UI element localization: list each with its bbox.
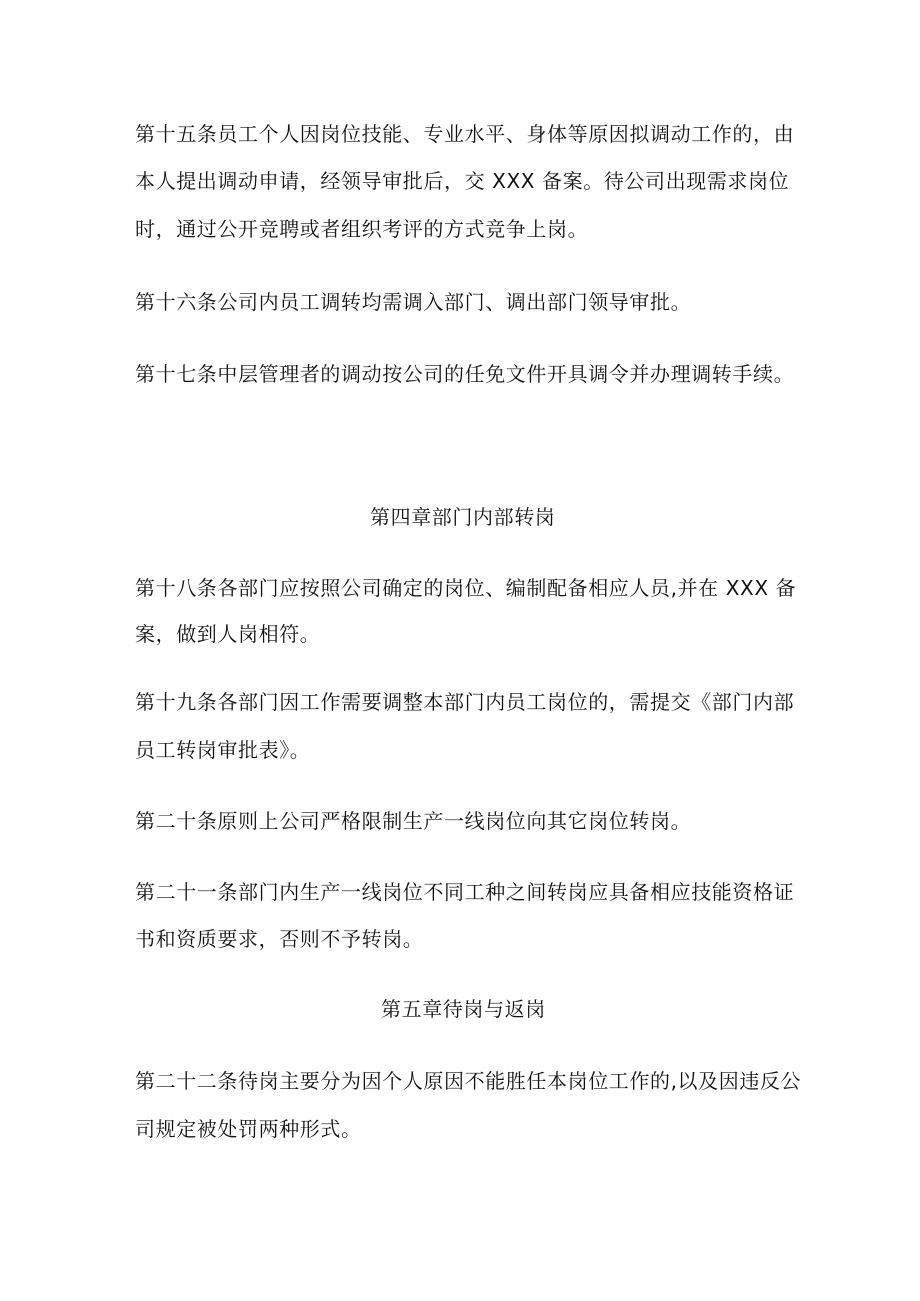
article-18-line-2: 案，做到人岗相符。	[135, 622, 321, 646]
article-19-line-2: 员工转岗审批表》。	[135, 738, 311, 762]
article-21-line-2: 书和资质要求，否则不予转岗。	[135, 927, 424, 951]
article-15-line-1: 第十五条员工个人因岗位技能、专业水平、身体等原因拟调动工作的，由	[135, 122, 795, 146]
chapter-4-heading: 第四章部门内部转岗	[370, 505, 556, 529]
article-17-line-1: 第十七条中层管理者的调动按公司的任免文件开具调令并办理调转手续。	[135, 362, 795, 386]
article-18-line-1: 第十八条各部门应按照公司确定的岗位、编制配备相应人员,并在 XXX 备	[135, 576, 797, 600]
article-15-line-2: 本人提出调动申请，经领导审批后，交 XXX 备案。待公司出现需求岗位	[135, 169, 790, 193]
article-22-line-2: 司规定被处罚两种形式。	[135, 1117, 362, 1141]
article-15-line-3: 时，通过公开竞聘或者组织考评的方式竞争上岗。	[135, 217, 589, 241]
chapter-5-heading: 第五章待岗与返岗	[381, 997, 546, 1021]
article-22-line-1: 第二十二条待岗主要分为因个人原因不能胜任本岗位工作的,以及因违反公	[135, 1069, 802, 1093]
article-19-line-1: 第十九条各部门因工作需要调整本部门内员工岗位的，需提交《部门内部	[135, 690, 795, 714]
article-21-line-1: 第二十一条部门内生产一线岗位不同工种之间转岗应具备相应技能资格证	[135, 880, 795, 904]
article-20-line-1: 第二十条原则上公司严格限制生产一线岗位向其它岗位转岗。	[135, 809, 692, 833]
article-16-line-1: 第十六条公司内员工调转均需调入部门、调出部门领导审批。	[135, 290, 692, 314]
